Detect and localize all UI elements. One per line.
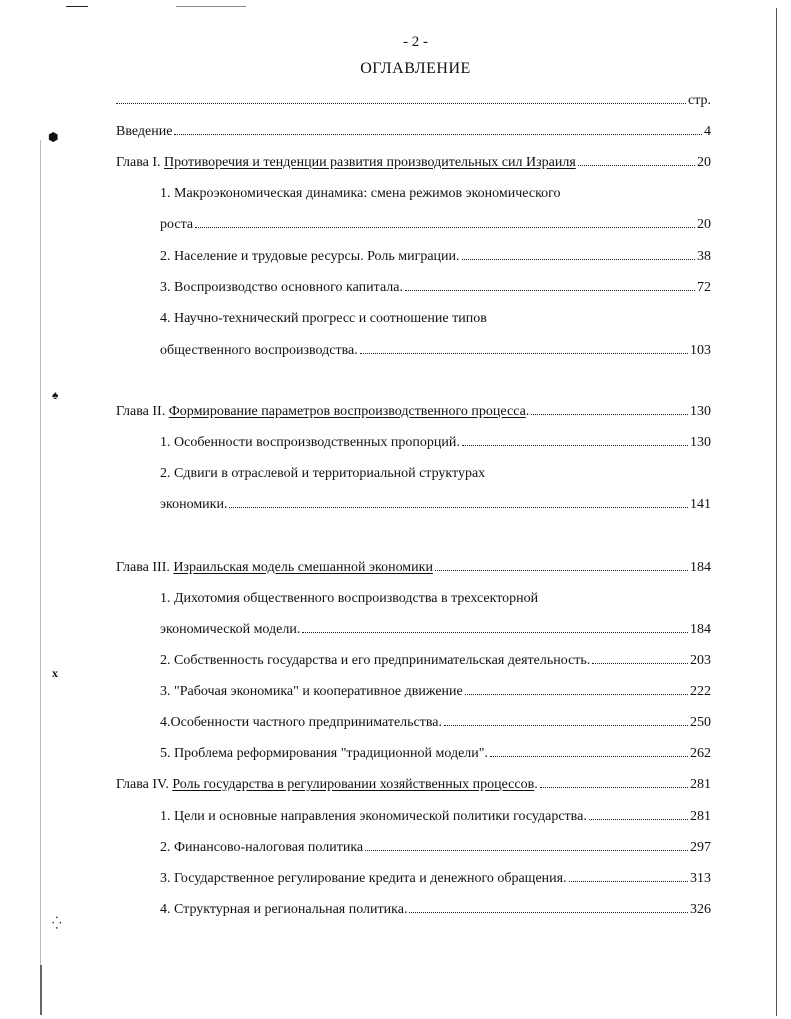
hole-punch-mark: ⁛	[52, 916, 62, 930]
hole-punch-mark: x	[52, 666, 58, 680]
entry-label: 4.Особенности частного предпринимательства.	[160, 715, 443, 730]
entry-label: 4. Структурная и региональная политика.	[160, 902, 408, 917]
dot-leader	[302, 632, 688, 633]
chapter-title: Формирование параметров воспроизводственного процесса	[168, 404, 526, 419]
dot-leader	[409, 912, 688, 913]
entry-page: 281	[690, 777, 711, 792]
dot-leader	[578, 165, 695, 166]
hole-punch-mark: ♠	[52, 388, 59, 402]
entry-label: экономики.	[160, 497, 228, 512]
toc-chapter-1[interactable]	[116, 154, 711, 172]
entry-page: 222	[690, 684, 711, 699]
entry-label: 2. Население и трудовые ресурсы. Роль миграции.	[160, 249, 460, 264]
dot-leader	[569, 881, 688, 882]
dot-leader	[174, 134, 702, 135]
scan-top-line-left	[66, 6, 88, 7]
entry-page: 103	[690, 343, 711, 358]
chapter-prefix: Глава II.	[116, 404, 166, 419]
entry-label: 3. Воспроизводство основного капитала.	[160, 280, 403, 295]
dot-leader	[360, 353, 688, 354]
entry-label: 3. "Рабочая экономика" и кооперативное движение	[160, 684, 463, 699]
entry-page: 38	[697, 249, 711, 264]
entry-page: 281	[690, 809, 711, 824]
toc-section-3-5[interactable]	[160, 745, 711, 763]
entry-page: 72	[697, 280, 711, 295]
page-title: ОГЛАВЛЕНИЕ	[360, 60, 471, 77]
chapter-title: Израильская модель смешанной экономики	[173, 560, 433, 575]
dot-leader	[116, 103, 686, 104]
chapter-prefix: Глава III.	[116, 560, 170, 575]
toc-section-4-2[interactable]	[160, 839, 711, 857]
entry-page: 130	[690, 404, 711, 419]
entry-label: роста	[160, 217, 194, 232]
toc-chapter-4[interactable]	[116, 776, 711, 794]
dot-leader	[462, 445, 688, 446]
toc-entry-intro[interactable]	[116, 123, 711, 141]
dot-leader	[405, 290, 695, 291]
entry-label: 3. Государственное регулирование кредита и денежного обращения.	[160, 871, 567, 886]
entry-page: 184	[690, 560, 711, 575]
entry-label: экономической модели.	[160, 622, 301, 637]
entry-page: 297	[690, 840, 711, 855]
entry-page: 141	[690, 497, 711, 512]
toc-section-4-3[interactable]	[160, 870, 711, 888]
entry-page: 313	[690, 871, 711, 886]
scan-left-edge	[40, 140, 41, 1010]
entry-page: 250	[690, 715, 711, 730]
toc-chapter-2[interactable]	[116, 403, 711, 421]
scan-top-line-mid	[176, 6, 246, 7]
chapter-prefix: Глава I.	[116, 155, 161, 170]
dot-leader	[229, 507, 688, 508]
entry-label: 2. Финансово-налоговая политика	[160, 840, 364, 855]
chapter-title: Роль государства в регулировании хозяйственных процессов	[172, 777, 535, 792]
hole-punch-mark: ⬢	[48, 130, 59, 144]
dot-leader	[465, 694, 688, 695]
entry-label: 2. Собственность государства и его предпринимательская деятельность.	[160, 653, 591, 668]
entry-page: 203	[690, 653, 711, 668]
chapter-title-suffix: .	[534, 777, 538, 792]
dot-leader	[589, 819, 688, 820]
chapter-prefix: Глава IV.	[116, 777, 169, 792]
chapter-title: Противоречия и тенденции развития производительных сил Израиля	[164, 155, 576, 170]
toc-section-1-4[interactable]: 4. Научно-технический прогресс и соотношение типов	[160, 311, 487, 326]
toc-section-1-1-cont[interactable]	[160, 216, 711, 234]
toc-section-3-4[interactable]	[160, 714, 711, 732]
entry-label: 1. Особенности воспроизводственных пропорций.	[160, 435, 460, 450]
page-number: - 2 -	[403, 34, 428, 50]
entry-page: 4	[704, 124, 711, 139]
entry-page: 130	[690, 435, 711, 450]
toc-section-2-1[interactable]	[160, 434, 711, 452]
dot-leader	[195, 227, 695, 228]
toc-section-3-3[interactable]	[160, 683, 711, 701]
toc-section-4-4[interactable]	[160, 901, 711, 919]
entry-label: общественного воспроизводства.	[160, 343, 358, 358]
entry-page: 20	[697, 155, 711, 170]
toc-section-2-2-cont[interactable]	[160, 496, 711, 514]
toc-section-1-2[interactable]	[160, 248, 711, 266]
entry-label: Введение	[116, 124, 173, 139]
toc-section-1-1[interactable]: 1. Макроэкономическая динамика: смена режимов экономического	[160, 186, 561, 201]
entry-page: 184	[690, 622, 711, 637]
dot-leader	[490, 756, 688, 757]
entry-label: 1. Цели и основные направления экономической политики государства.	[160, 809, 587, 824]
scan-left-edge-bottom	[40, 965, 42, 1015]
entry-page: 20	[697, 217, 711, 232]
dot-leader	[444, 725, 688, 726]
toc-section-2-2[interactable]: 2. Сдвиги в отраслевой и территориальной структурах	[160, 466, 486, 481]
toc-section-3-2[interactable]	[160, 652, 711, 670]
dot-leader	[462, 259, 695, 260]
entry-page: 262	[690, 746, 711, 761]
toc-section-1-3[interactable]	[160, 279, 711, 297]
entry-label: 5. Проблема реформирования "традиционной модели".	[160, 746, 489, 761]
entry-page: 326	[690, 902, 711, 917]
dot-leader	[365, 850, 688, 851]
toc-chapter-3[interactable]	[116, 559, 711, 577]
chapter-title-suffix: .	[525, 404, 530, 419]
scan-right-edge	[776, 8, 777, 1016]
page-column-label: стр.	[687, 93, 711, 108]
toc-section-3-1[interactable]: 1. Дихотомия общественного воспроизводства в трехсекторной	[160, 591, 539, 606]
toc-section-3-1-cont[interactable]	[160, 621, 711, 639]
dot-leader	[435, 570, 688, 571]
dot-leader	[592, 663, 688, 664]
toc-section-4-1[interactable]	[160, 808, 711, 826]
dot-leader	[540, 787, 688, 788]
dot-leader	[531, 414, 688, 415]
toc-section-1-4-cont[interactable]	[160, 342, 711, 360]
toc-header	[116, 92, 711, 110]
